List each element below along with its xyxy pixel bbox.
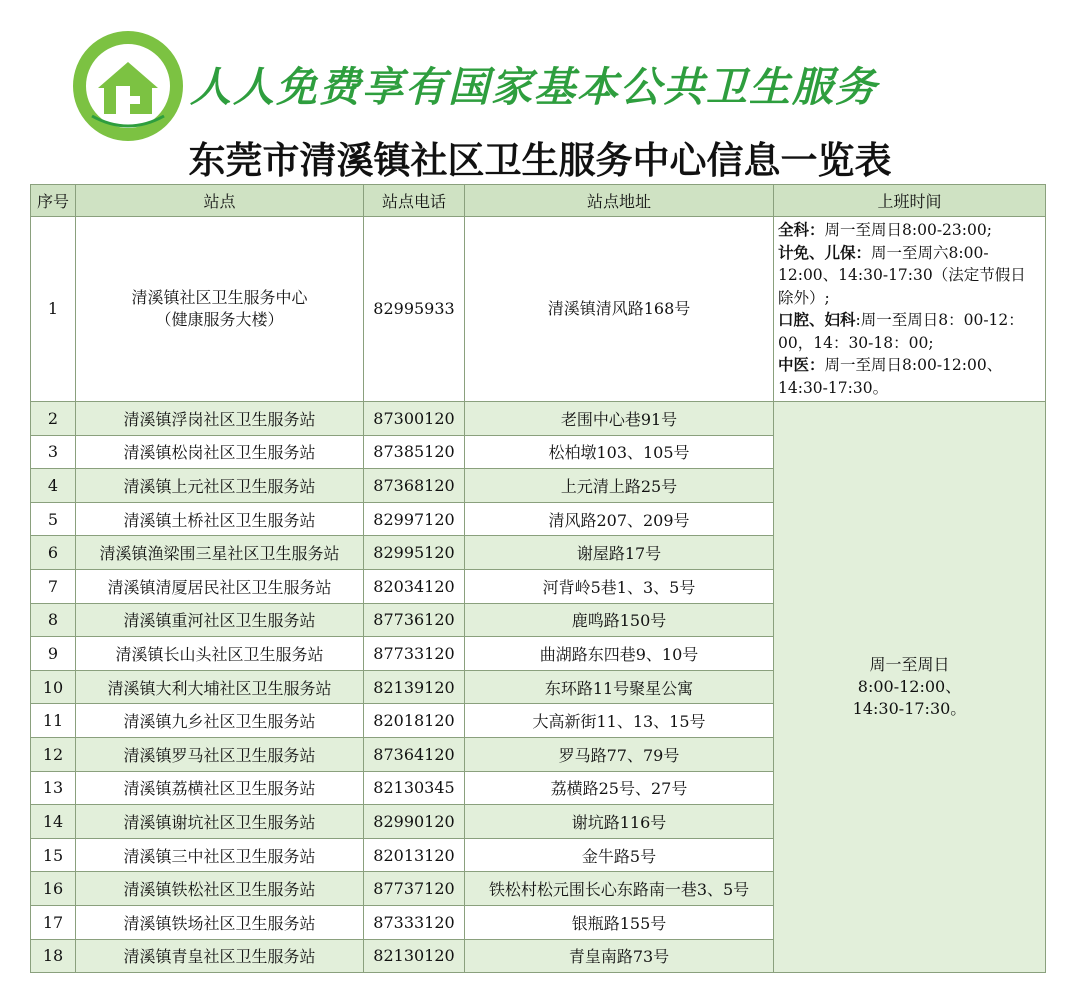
row-number: 9 [31, 637, 76, 671]
station-address: 清溪镇清风路168号 [465, 217, 774, 402]
row-number: 14 [31, 805, 76, 839]
table-row [31, 402, 1046, 436]
hours-text-general: 周一至周日8:00-23:00; [824, 221, 992, 239]
slogan: 人人免费享有国家基本公共卫生服务 [190, 63, 878, 111]
row-number: 7 [31, 569, 76, 603]
row-number: 11 [31, 704, 76, 738]
station-address: 大高新街11、13、15号 [465, 704, 774, 738]
station-name-line2: （健康服务大楼） [155, 310, 284, 329]
station-hours-line3: 14:30-17:30。 [852, 699, 967, 719]
station-name: 清溪镇铁松社区卫生服务站 [76, 872, 364, 906]
row-number: 1 [31, 217, 76, 402]
row-number: 17 [31, 905, 76, 939]
station-address: 曲湖路东四巷9、10号 [465, 637, 774, 671]
station-phone: 87733120 [364, 637, 465, 671]
station-address: 松柏墩103、105号 [465, 435, 774, 469]
hours-text-immunization: 周一至周六8:00-12:00、14:30-17:30（法定节假日除外）; [778, 243, 1026, 307]
row-number: 6 [31, 536, 76, 570]
station-name: 清溪镇重河社区卫生服务站 [76, 603, 364, 637]
column-header-phone: 站点电话 [364, 185, 465, 217]
station-address: 上元清上路25号 [465, 469, 774, 503]
service-info-table [30, 184, 1046, 973]
hours-label-general: 全科： [778, 220, 825, 239]
station-address: 谢屋路17号 [465, 536, 774, 570]
station-name: 清溪镇罗马社区卫生服务站 [76, 737, 364, 771]
column-header-address: 站点地址 [465, 185, 774, 217]
station-phone: 87300120 [364, 402, 465, 436]
station-name: 清溪镇渔梁围三星社区卫生服务站 [76, 536, 364, 570]
row-number: 10 [31, 670, 76, 704]
station-name: 清溪镇三中社区卫生服务站 [76, 838, 364, 872]
station-address: 银瓶路155号 [465, 905, 774, 939]
station-phone: 87364120 [364, 737, 465, 771]
station-address: 青皇南路73号 [465, 939, 774, 973]
station-address: 鹿鸣路150号 [465, 603, 774, 637]
station-name: 清溪镇上元社区卫生服务站 [76, 469, 364, 503]
station-phone: 82018120 [364, 704, 465, 738]
column-header-hours: 上班时间 [774, 185, 1046, 217]
station-name: 清溪镇松岗社区卫生服务站 [76, 435, 364, 469]
station-phone: 82034120 [364, 569, 465, 603]
row-number: 8 [31, 603, 76, 637]
station-name: 清溪镇九乡社区卫生服务站 [76, 704, 364, 738]
station-name: 清溪镇大利大埔社区卫生服务站 [76, 670, 364, 704]
station-name: 清溪镇谢坑社区卫生服务站 [76, 805, 364, 839]
hours-label-dental: 口腔、妇科 [778, 310, 856, 329]
hours-text-dental: :周一至周日8：00-12：00，14：30-18：00; [778, 311, 1024, 352]
station-hours-line2: 8:00-12:00、 [857, 677, 962, 697]
station-name: 清溪镇浮岗社区卫生服务站 [76, 402, 364, 436]
table-row [31, 217, 1046, 402]
station-address: 谢坑路116号 [465, 805, 774, 839]
station-phone: 87368120 [364, 469, 465, 503]
station-address: 罗马路77、79号 [465, 737, 774, 771]
hours-label-immunization: 计免、儿保： [778, 242, 872, 262]
hours-label-tcm: 中医： [778, 355, 825, 374]
station-name: 清溪镇青皇社区卫生服务站 [76, 939, 364, 973]
station-phone: 82997120 [364, 502, 465, 536]
station-name [76, 217, 364, 402]
hours-text-tcm: 周一至周日8:00-12:00、14:30-17:30。 [778, 356, 1003, 397]
row-number: 5 [31, 502, 76, 536]
page-title: 东莞市清溪镇社区卫生服务中心信息一览表 [188, 139, 892, 182]
station-address: 河背岭5巷1、3、5号 [465, 569, 774, 603]
station-address: 清风路207、209号 [465, 502, 774, 536]
station-address: 铁松村松元围长心东路南一巷3、5号 [465, 872, 774, 906]
station-hours-line1: 周一至周日 [869, 655, 950, 675]
row-number: 16 [31, 872, 76, 906]
row-number: 3 [31, 435, 76, 469]
station-name-line1: 清溪镇社区卫生服务中心 [131, 288, 308, 307]
station-phone: 82130345 [364, 771, 465, 805]
station-phone: 87385120 [364, 435, 465, 469]
station-name: 清溪镇土桥社区卫生服务站 [76, 502, 364, 536]
station-name: 清溪镇荔横社区卫生服务站 [76, 771, 364, 805]
station-phone: 82013120 [364, 838, 465, 872]
column-header-no: 序号 [31, 185, 76, 217]
station-address: 老围中心巷91号 [465, 402, 774, 436]
station-phone: 82995933 [364, 217, 465, 402]
row-number: 4 [31, 469, 76, 503]
station-phone: 87736120 [364, 603, 465, 637]
row-number: 13 [31, 771, 76, 805]
station-phone: 87737120 [364, 872, 465, 906]
station-name: 清溪镇清厦居民社区卫生服务站 [76, 569, 364, 603]
station-address: 荔横路25号、27号 [465, 771, 774, 805]
station-phone: 82130120 [364, 939, 465, 973]
station-phone: 87333120 [364, 905, 465, 939]
station-name: 清溪镇铁场社区卫生服务站 [76, 905, 364, 939]
station-phone: 82990120 [364, 805, 465, 839]
station-name: 清溪镇长山头社区卫生服务站 [76, 637, 364, 671]
station-address: 东环路11号聚星公寓 [465, 670, 774, 704]
public-health-logo [72, 30, 184, 142]
station-phone: 82139120 [364, 670, 465, 704]
center-hours [774, 217, 1046, 402]
station-hours [774, 402, 1046, 973]
column-header-station: 站点 [76, 185, 364, 217]
station-phone: 82995120 [364, 536, 465, 570]
row-number: 18 [31, 939, 76, 973]
row-number: 2 [31, 402, 76, 436]
station-address: 金牛路5号 [465, 838, 774, 872]
row-number: 12 [31, 737, 76, 771]
table-header-row [31, 185, 1046, 217]
row-number: 15 [31, 838, 76, 872]
